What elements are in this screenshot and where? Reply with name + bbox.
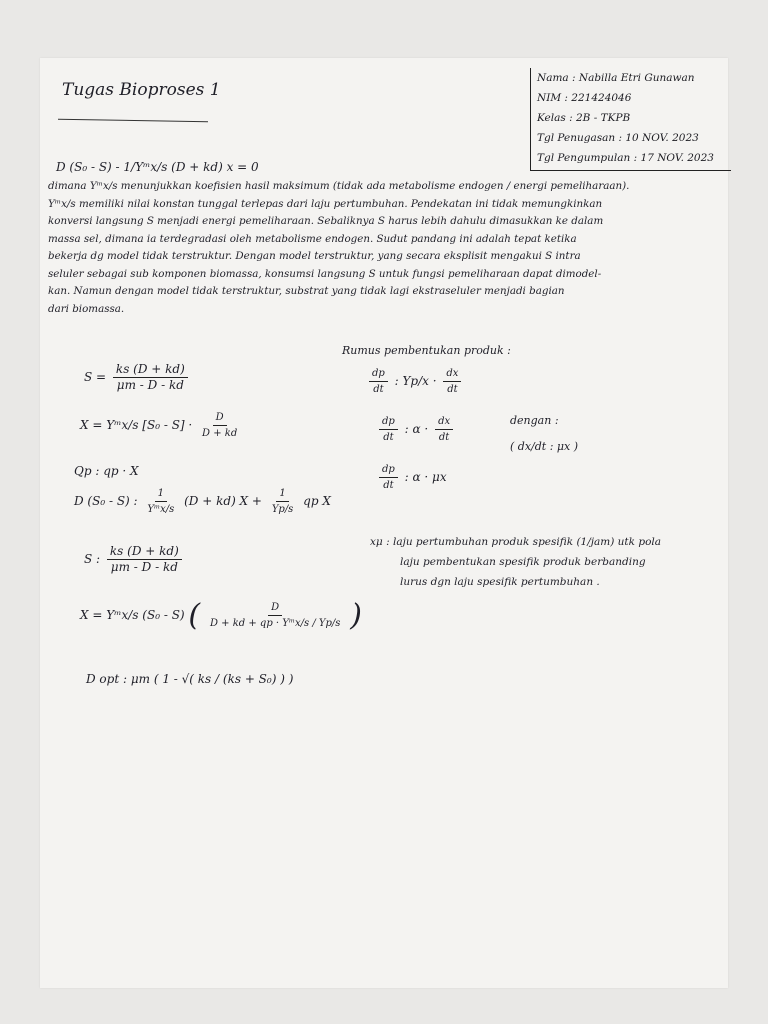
eq-s-steady-state [84, 362, 191, 393]
fraction [369, 366, 388, 397]
denominator: dt [383, 432, 394, 443]
numerator: 1 [276, 486, 288, 502]
eq-qp: Qp : qp · X [74, 464, 139, 478]
info-kelas: Kelas : 2B - TKPB [537, 112, 631, 124]
eq-middle: : α · [404, 422, 429, 436]
legend-line: laju pembentukan spesifik produk berbanding [400, 556, 646, 568]
eq-middle: : α · μx [404, 470, 447, 484]
numerator: dp [369, 366, 388, 382]
denominator: Yp/s [271, 504, 294, 515]
info-tgl-penugasan: Tgl Penugasan : 10 NOV. 2023 [537, 132, 699, 144]
fraction [379, 462, 398, 493]
paren-close: ) [350, 598, 362, 633]
numerator: D [213, 410, 227, 426]
fraction [113, 362, 188, 393]
legend-note [370, 532, 661, 592]
numerator: dx [443, 366, 461, 382]
product-formula-heading: Rumus pembentukan produk : [342, 344, 511, 357]
fraction [107, 544, 182, 575]
fraction [207, 600, 343, 631]
numerator: ks (D + kd) [107, 544, 182, 560]
numerator: ks (D + kd) [113, 362, 188, 378]
eq-lhs: X = Yᵐx/s (S₀ - S) [80, 608, 185, 622]
intro-line: konversi langsung S menjadi energi pemeliharaan. Sebaliknya S harus lebih dahulu dimasukkan ke dalam [48, 215, 604, 227]
eq-lhs: D (S₀ - S) : [74, 494, 138, 508]
title-underline [58, 119, 208, 123]
intro-line: massa sel, dimana ia terdegradasi oleh metabolisme endogen. Sudut pandang ini adalah tepat ketika [48, 232, 577, 245]
fraction [144, 486, 177, 517]
denominator: D + kd [202, 428, 238, 439]
eq-middle: (D + kd) X + [184, 494, 262, 508]
denominator: dt [383, 480, 394, 491]
eq-lhs: X = Yᵐx/s [S₀ - S] · [80, 418, 193, 432]
intro-paragraph [48, 178, 718, 318]
fraction [269, 486, 297, 517]
fraction [435, 414, 453, 445]
eq-d-opt: D opt : μm ( 1 - √( ks / (ks + S₀) ) ) [86, 672, 294, 686]
eq-product-rate-2 [376, 414, 456, 445]
info-tgl-pengumpulan: Tgl Pengumpulan : 17 NOV. 2023 [537, 152, 714, 164]
intro-line: dimana Yᵐx/s menunjukkan koefisien hasil maksimum (tidak ada metabolisme endogen / energi pemeliharaan). [48, 180, 630, 192]
eq-x-product [80, 598, 362, 633]
intro-line: kan. Namun dengan model tidak terstruktur, substrat yang tidak lagi ekstraseluler menjadi bagian [48, 285, 565, 297]
eq-lhs: S : [84, 552, 101, 566]
denominator: dt [373, 384, 384, 395]
numerator: dp [379, 414, 398, 430]
eq-tail: qp X [303, 494, 331, 508]
eq-product-rate-1 [366, 366, 464, 397]
main-equation: D (S₀ - S) - 1/Yᵐx/s (D + kd) x = 0 [56, 160, 259, 174]
legend-line: xμ : laju pertumbuhan produk spesifik (1/jam) utk pola [370, 536, 662, 548]
denominator: dt [438, 432, 450, 443]
eq-s-product [84, 544, 185, 575]
eq-middle: : Yp/x · [394, 374, 437, 388]
dengan-equation: ( dx/dt : μx ) [510, 440, 579, 453]
fraction [199, 410, 240, 441]
intro-line: seluler sebagai sub komponen biomassa, konsumsi langsung S untuk fungsi pemeliharaan dapat dimodel- [48, 267, 602, 280]
info-nama: Nama : Nabilla Etri Gunawan [537, 72, 695, 84]
denominator: μm - D - kd [116, 378, 184, 392]
dengan-label: dengan : [510, 414, 559, 427]
info-nim: NIM : 221424046 [537, 92, 632, 104]
intro-line: dari biomassa. [48, 302, 125, 315]
page-title: Tugas Bioproses 1 [62, 80, 221, 100]
denominator: Yᵐx/s [147, 504, 175, 515]
fraction [443, 366, 461, 397]
denominator: dt [447, 384, 458, 395]
fraction [379, 414, 398, 445]
numerator: 1 [155, 486, 167, 502]
eq-product-rate-3 [376, 462, 447, 493]
intro-line: Yᵐx/s memiliki nilai konstan tunggal terlepas dari laju pertumbuhan. Pendekatan ini tidak memungkinkan [48, 197, 603, 210]
paren-open: ( [188, 598, 201, 633]
eq-d-balance [74, 486, 331, 517]
denominator: D + kd + qp · Yᵐx/s / Yp/s [209, 618, 341, 629]
eq-lhs: S = [84, 370, 107, 384]
intro-line: bekerja dg model tidak terstruktur. Dengan model terstruktur, yang secara eksplisit mengakui S intra [48, 250, 581, 262]
notebook-page [40, 58, 728, 988]
legend-line: lurus dgn laju spesifik pertumbuhan . [400, 576, 600, 588]
numerator: D [268, 600, 282, 616]
denominator: μm - D - kd [110, 560, 178, 574]
numerator: dx [435, 414, 453, 430]
eq-x-steady-state [80, 410, 243, 441]
student-info-box [530, 68, 731, 171]
numerator: dp [379, 462, 398, 478]
